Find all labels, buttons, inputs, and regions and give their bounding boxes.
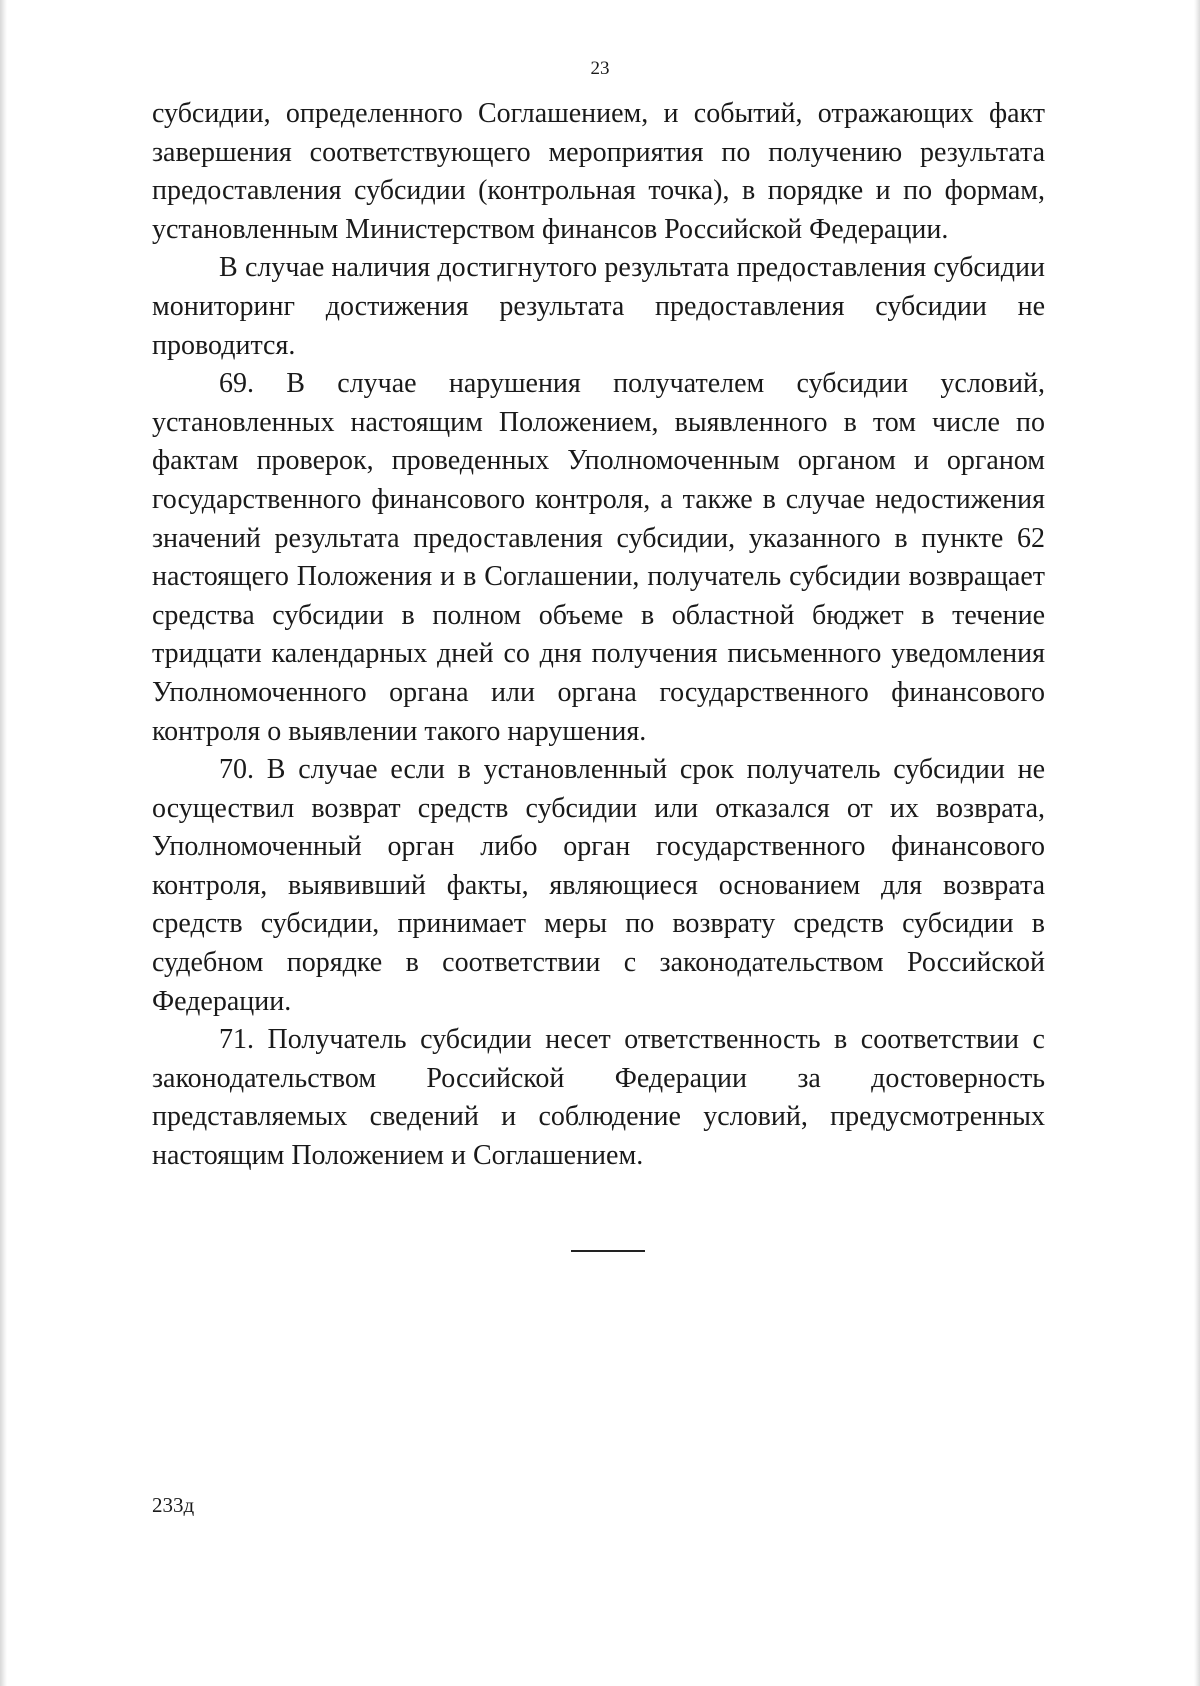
- clause-70: 70. В случае если в установленный срок получатель субсидии не осуществил возврат средств субсидии или отказался от их возврата, Уполномоченный орган либо орган государственного финансового контроля, выявивший факты, являющиеся основанием для возврата средств субсидии, принимает меры по возврату средств субсидии в судебном порядке в соответствии с законодательством Российской Федерации.: [152, 754, 1045, 1017]
- page-number: 23: [590, 58, 610, 79]
- scan-edge-right: [1194, 0, 1200, 1686]
- document-body: [152, 95, 1045, 1176]
- paragraph-monitoring-note: В случае наличия достигнутого результата предоставления субсидии мониторинг достижения результата предоставления субсидии не проводится.: [152, 252, 1045, 361]
- scan-edge-left: [0, 0, 7, 1686]
- document-code: 233д: [152, 1493, 195, 1517]
- clause-71: 71. Получатель субсидии несет ответственность в соответствии с законодательством Российской Федерации за достоверность представляемых сведений и соблюдение условий, предусмотренных настоящим Положением и Соглашением.: [152, 1024, 1045, 1172]
- paragraph-continuation: субсидии, определенного Соглашением, и событий, отражающих факт завершения соответствующего мероприятия по получению результата предоставления субсидии (контрольная точка), в порядке и по формам, установленным Министерством финансов Российской Федерации.: [152, 98, 1045, 245]
- end-of-document-rule: [571, 1250, 645, 1252]
- clause-69: 69. В случае нарушения получателем субсидии условий, установленных настоящим Положением, выявленного в том числе по фактам проверок, проведенных Уполномоченным органом и органом государственного финансового контроля, а также в случае недостижения значений результата предоставления субсидии, указанного в пункте 62 настоящего Положения и в Соглашении, получатель субсидии возвращает средства субсидии в полном объеме в областной бюджет в течение тридцати календарных дней со дня получения письменного уведомления Уполномоченного органа или органа государственного финансового контроля о выявлении такого нарушения.: [152, 368, 1045, 747]
